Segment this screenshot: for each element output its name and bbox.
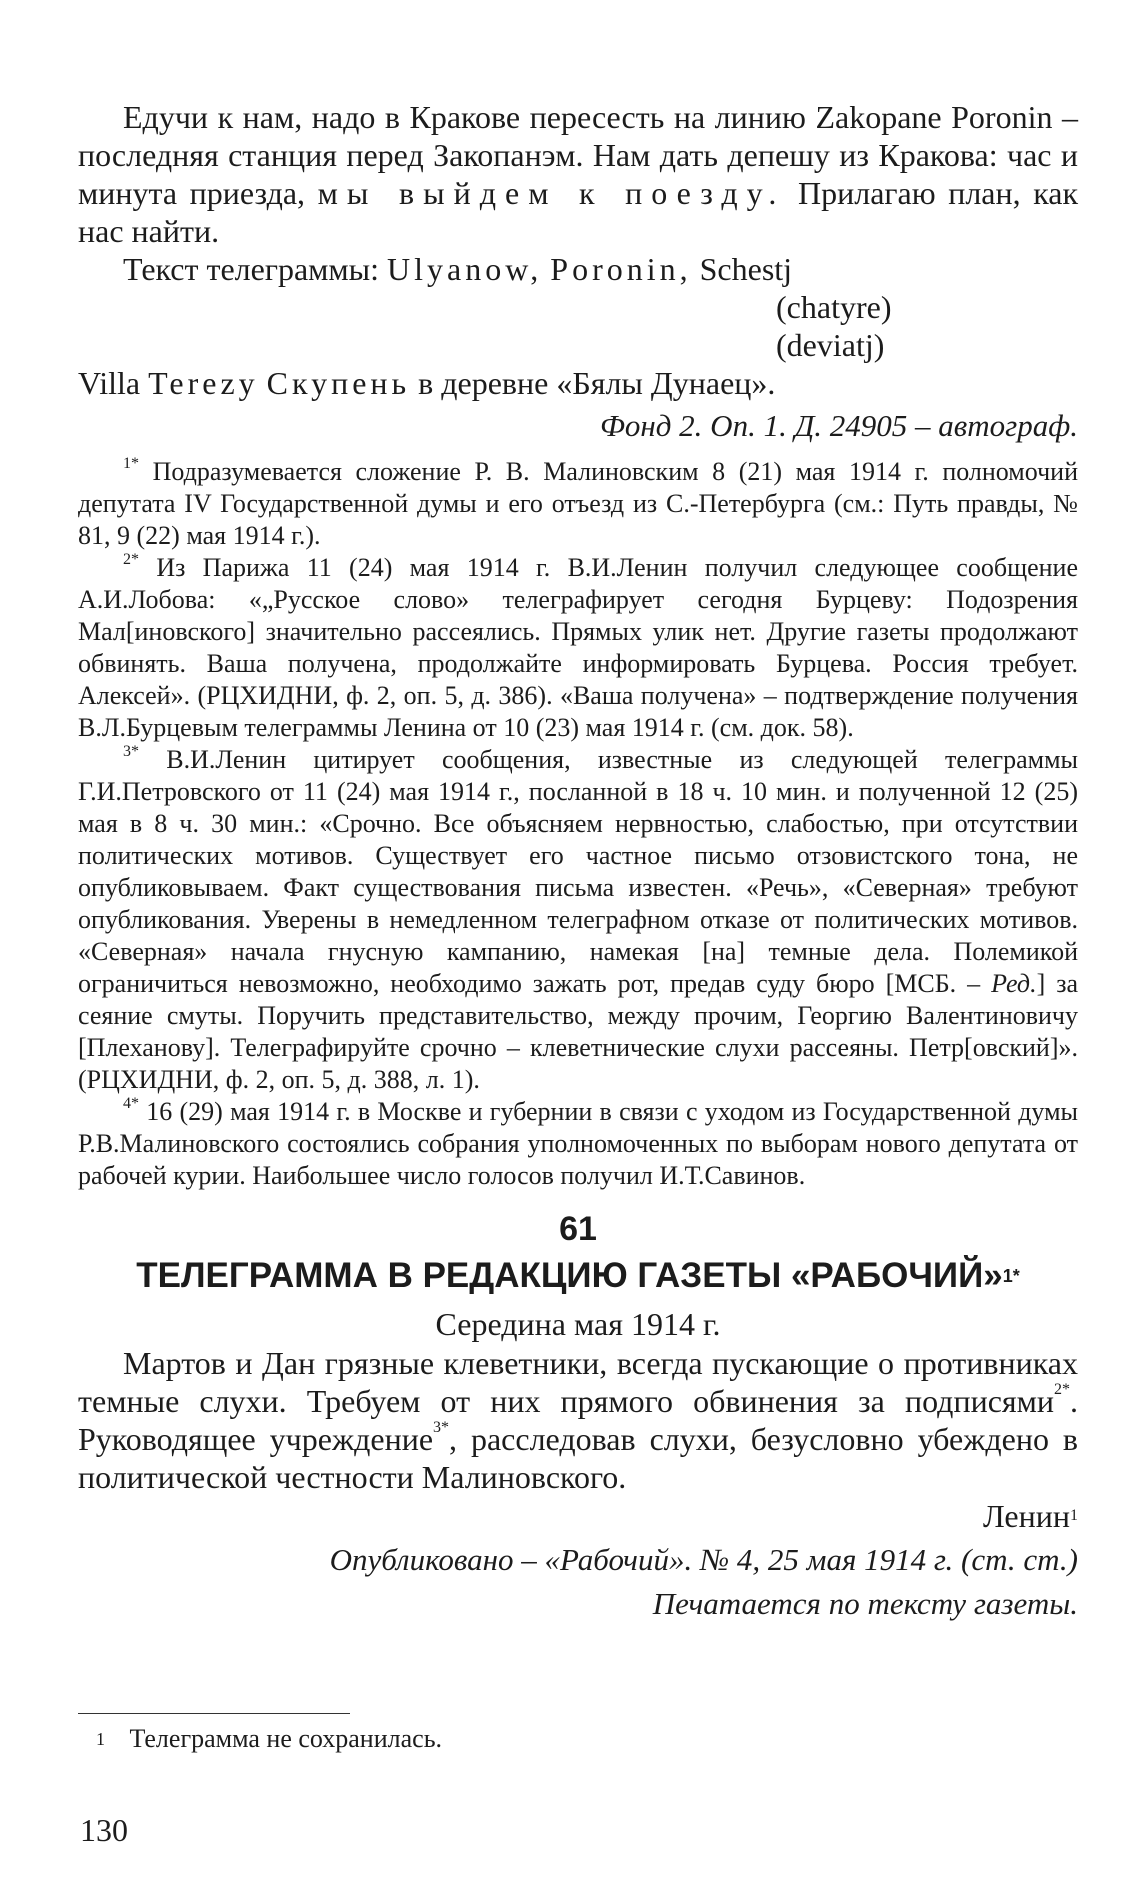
telegram-address: Villa Terezy Скупень в деревне «Бялы Дунаец». <box>78 365 776 401</box>
bottom-footnote: 1 Телеграмма не сохранилась. <box>96 1724 443 1753</box>
footnote-2: $^{2*}$ Из Парижа 11 (24) мая 1914 г. В.И.Ленин получил следующее сообщение А.И.Лобова: «„Русское слово» телеграфирует сегодня Бурцеву: Подозрения Мал[иновского] значительно рассеялись. Прямых улик нет. Другие газеты продолжают обвинять. Ваша получена, продолжайте информировать Бурцева. Россия требует. Алексей». (РЦХИДНИ, ф. 2, оп. 5, д. 386). «Ваша получена» – подтверждение получения В.Л.Бурцевым телеграммы Ленина от 10 (23) мая 1914 г. (см. док. 58). <box>78 551 1079 742</box>
publication-note: Опубликовано – «Рабочий». № 4, 25 мая 1914 г. (ст. ст.) <box>329 1542 1078 1577</box>
signature: Ленин$^1$ <box>982 1498 1078 1534</box>
archive-source: Фонд 2. Оп. 1. Д. 24905 – автограф. <box>599 408 1078 443</box>
intro-paragraph: Едучи к нам, надо в Кракове пересесть на линию Zakopane Poronin – последняя станция перед Закопанэм. Нам дать депешу из Кракова: час и минута приезда, мы выйдем к поезду. Прилагаю план, как нас найти. <box>78 99 1079 249</box>
telegram-line-3: (deviatj) <box>776 327 885 363</box>
telegram-text: Текст телеграммы: Ulyanow, Poronin, Schestj <box>123 251 793 287</box>
document-number: 61 <box>559 1210 597 1248</box>
printed-note: Печатается по тексту газеты. <box>652 1586 1078 1621</box>
document-date: Середина мая 1914 г. <box>435 1306 721 1342</box>
page-number: 130 <box>80 1812 128 1848</box>
footnote-1: $^{1*}$ Подразумевается сложение Р. В. Малиновским 8 (21) мая 1914 г. полномочий депутата IV Государственной думы и его отъезд из С.-Петербурга (см.: Путь правды, № 81, 9 (22) мая 1914 г.). <box>78 455 1078 550</box>
footnote-3: $^{3*}$ В.И.Ленин цитирует сообщения, известные из следующей телеграммы Г.И.Петровского от 11 (24) мая 1914 г., посланной в 18 ч. 10 мин. и полученной 12 (25) мая в 8 ч. 30 мин.: «Срочно. Все объясняем нервностью, слабостью, при отсутствии политических мотивов. Существует его частное письмо отзовистского тона, не опубликовываем. Факт существования письма известен. «Речь», «Северная» требуют опубликования. Уверены в немедленном телеграфном отказе от политических мотивов. «Северная» начала гнусную кампанию, намекая [на] темные дела. Полемикой ограничиться невозможно, необходимо зажать рот, предав суду бюро [МСБ. – Ред.] за сеяние смуты. Поручить представительство, между прочим, Георгию Валентиновичу [Плеханову]. Телеграфируйте срочно – клеветнические слухи рассеяны. Петр[овский]». (РЦХИДНИ, ф. 2, оп. 5, д. 388, л. 1). <box>78 743 1079 1094</box>
footnote-rule <box>78 1713 350 1714</box>
footnote-4: $^{4*}$ 16 (29) мая 1914 г. в Москве и губернии в связи с уходом из Государственной думы Р.В.Малиновского состоялись собрания уполномоченных по выборам нового депутата от рабочей курии. Наибольшее число голосов получил И.Т.Савинов. <box>78 1095 1079 1190</box>
page-content <box>78 98 1078 1624</box>
telegram-line-2: (chatyre) <box>776 289 892 325</box>
document-body: Мартов и Дан грязные клеветники, всегда пускающие о противниках темные слухи. Требуем от них прямого обвинения за подписями$^{2*}$. Руководящее учреждение$^{3*}$, расследовав слухи, безусловно убеждено в политической честности Малиновского. <box>78 1345 1079 1495</box>
document-title: ТЕЛЕГРАММА В РЕДАКЦИЮ ГАЗЕТЫ «РАБОЧИЙ»$^{1*}$ <box>136 1256 1020 1295</box>
